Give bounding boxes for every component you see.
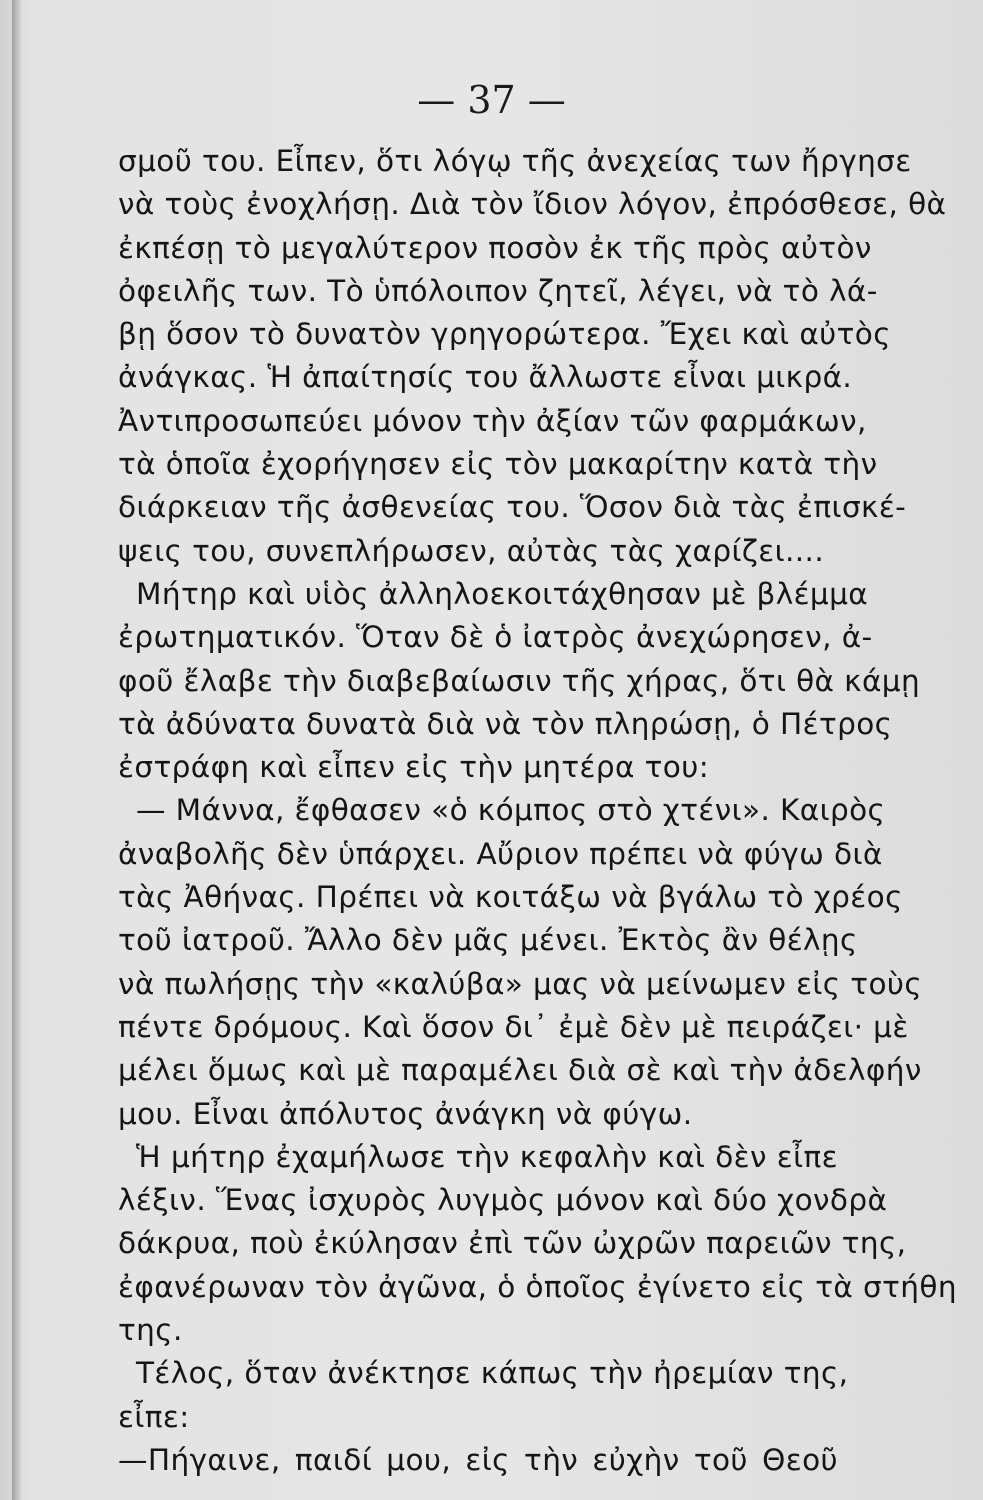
text-line: νὰ τοὺς ἐνοχλήσῃ. Διὰ τὸν ἴδιον λόγον, ἐπρόσθεσε, θὰ [118,187,947,222]
text-line: —Πήγαινε, παιδί μου, εἰς τὴν εὐχὴν τοῦ Θεοῦ [118,1442,838,1477]
text-line: εἶπε: [118,1399,190,1434]
page-number: — 37 — [417,78,566,122]
text-line: τὰ ὁποῖα ἐχορήγησεν εἰς τὸν μακαρίτην κατὰ τὴν [118,447,878,482]
text-line: βῃ ὅσον τὸ δυνατὸν γρηγορώτερα. Ἔχει καὶ αὐτὸς [118,317,891,352]
text-line: ψεις του, συνεπλήρωσεν, αὐτὰς τὰς χαρίζει.... [118,533,825,568]
text-line: σμοῦ του. Εἶπεν, ὅτι λόγῳ τῆς ἀνεχείας των ἤργησε [118,144,912,178]
text-line: πέντε δρόμους. Καὶ ὅσον δι᾽ ἐμὲ δὲν μὲ πειράζει· μὲ [118,1009,909,1044]
text-line: ἐκπέσῃ τὸ μεγαλύτερον ποσὸν ἐκ τῆς πρὸς αὐτὸν [118,230,872,265]
text-line: τοῦ ἰατροῦ. Ἄλλο δὲν μᾶς μένει. Ἐκτὸς ἂν θέλῃς [118,923,858,958]
text-line: μέλει ὅμως καὶ μὲ παραμέλει διὰ σὲ καὶ τὴν ἀδελφήν [118,1053,922,1088]
text-line: τὰ ἀδύνατα δυνατὰ διὰ νὰ τὸν πληρώσῃ, ὁ Πέτρος [118,706,893,741]
body-text [118,140,957,1482]
text-line: δάκρυα, ποὺ ἐκύλησαν ἐπὶ τῶν ὠχρῶν παρειῶν της, [118,1226,907,1261]
text-line: ὀφειλῆς των. Τὸ ὑπόλοιπον ζητεῖ, λέγει, νὰ τὸ λά- [118,273,878,308]
text-line: λέξιν. Ἕνας ἰσχυρὸς λυγμὸς μόνον καὶ δύο χονδρὰ [118,1183,888,1218]
text-line: ἐφανέρωναν τὸν ἀγῶνα, ὁ ὁποῖος ἐγίνετο εἰς τὰ στήθη [118,1269,957,1304]
text-line: Τέλος, ὅταν ἀνέκτησε κάπως τὴν ἠρεμίαν της, [136,1356,849,1391]
text-line: νὰ πωλήσῃς τὴν «καλύβα» μας νὰ μείνωμεν εἰς τοὺς [118,966,923,1001]
text-line: Ἀντιπροσωπεύει μόνον τὴν ἀξίαν τῶν φαρμάκων, [118,403,867,438]
text-line: ἐστράφη καὶ εἶπεν εἰς τὴν μητέρα του: [118,750,710,785]
text-line: Μήτηρ καὶ υἱὸς ἀλληλοεκοιτάχθησαν μὲ βλέμμα [136,576,869,611]
text-line: Ἡ μήτηρ ἐχαμήλωσε τὴν κεφαλὴν καὶ δὲν εἶπε [136,1139,838,1174]
text-line: της. [118,1313,183,1348]
text-line: φοῦ ἔλαβε τὴν διαβεβαίωσιν τῆς χήρας, ὅτι θὰ κάμῃ [118,663,921,698]
text-line: ἀνάγκας. Ἡ ἀπαίτησίς του ἄλλωστε εἶναι μικρά. [118,360,853,395]
text-line: ἀναβολῆς δὲν ὑπάρχει. Αὔριον πρέπει νὰ φύγω διὰ [118,836,883,871]
text-line: διάρκειαν τῆς ἀσθενείας του. Ὅσον διὰ τὰς ἐπισκέ- [118,490,907,525]
text-line: μου. Εἶναι ἀπόλυτος ἀνάγκη νὰ φύγω. [118,1096,693,1131]
binding-shadow [12,0,22,1500]
text-line: τὰς Ἀθήνας. Πρέπει νὰ κοιτάξω νὰ βγάλω τὸ χρέος [118,880,903,915]
text-line: ἐρωτηματικόν. Ὅταν δὲ ὁ ἰατρὸς ἀνεχώρησεν, ἀ- [118,620,873,655]
text-line: — Μάννα, ἔφθασεν «ὁ κόμπος στὸ χτένι». Καιρὸς [136,793,886,828]
